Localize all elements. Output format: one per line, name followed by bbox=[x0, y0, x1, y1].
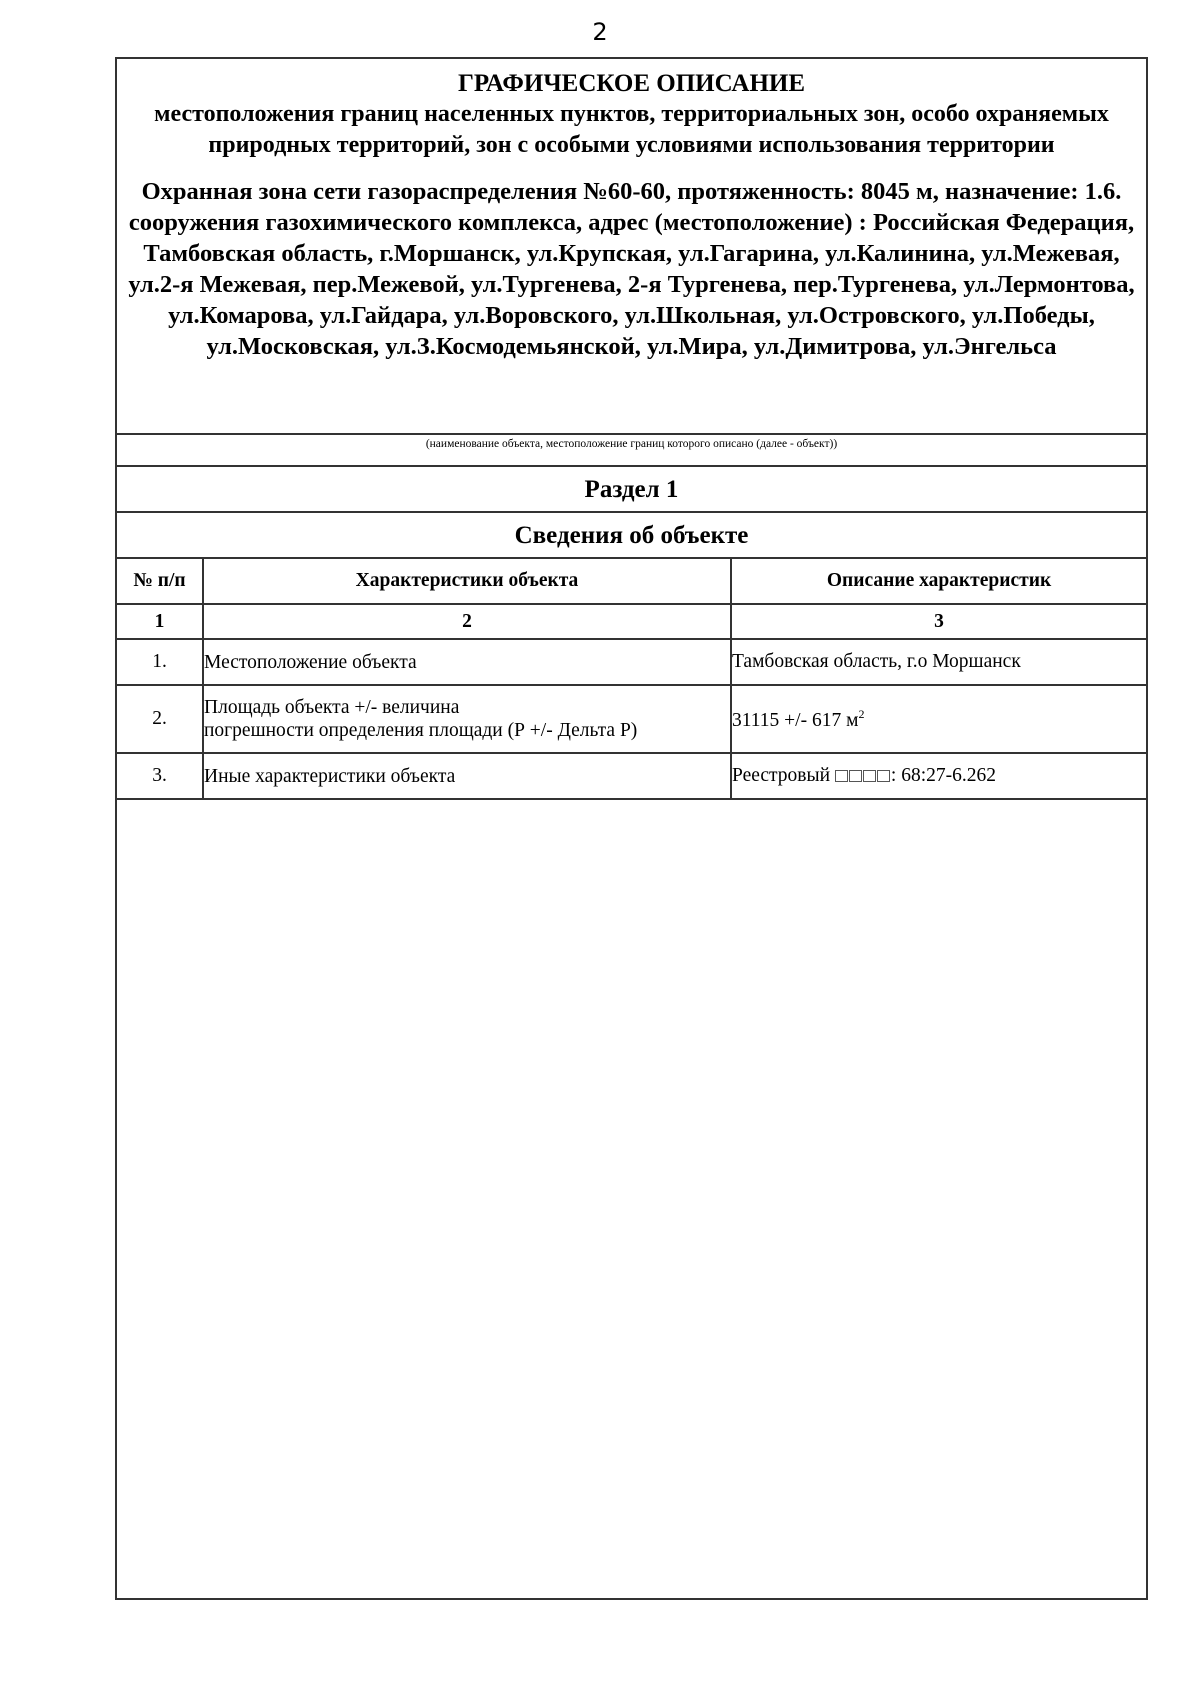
header-number: № п/п bbox=[117, 559, 203, 604]
row-description: Тамбовская область, г.о Моршанск bbox=[731, 639, 1146, 685]
row-description bbox=[731, 753, 1146, 799]
section-title: Сведения об объекте bbox=[117, 513, 1146, 559]
column-number: 3 bbox=[731, 604, 1146, 639]
table-row bbox=[117, 639, 1146, 685]
row-characteristic: Местоположение объекта bbox=[203, 639, 731, 685]
registry-prefix: Реестровый bbox=[732, 765, 831, 786]
registry-number: : 68:27-6.262 bbox=[890, 765, 997, 786]
document-subtitle: местоположения границ населенных пунктов, территориальных зон, особо охраняемых природных территорий, зон с особыми условиями использования территории bbox=[154, 101, 1109, 158]
row-characteristic: Иные характеристики объекта bbox=[203, 753, 731, 799]
header-description: Описание характеристик bbox=[731, 559, 1146, 604]
unit-superscript: 2 bbox=[858, 706, 865, 721]
table-header-row bbox=[117, 559, 1146, 604]
object-description: Охранная зона сети газораспределения №60-60, протяженность: 8045 м, назначение: 1.6. сооружения газохимического комплекса, адрес (местоположение) : Российская Федерация, Тамбовская область, г.Моршанск, ул.Крупская, ул.Гагарина, ул.Калинина, ул.Межевая, ул.2-я Межевая, пер.Межевой, ул.Тургенева, 2-я Тургенева, пер.Тургенева, ул.Лермонтова, ул.Комарова, ул.Гайдара, ул.Воровского, ул.Школьная, ул.Островского, ул.Победы, ул.Московская, ул.З.Космодемьянской, ул.Мира, ул.Димитрова, ул.Энгельса bbox=[128, 178, 1135, 360]
column-number: 2 bbox=[203, 604, 731, 639]
column-number: 1 bbox=[117, 604, 203, 639]
table-row bbox=[117, 685, 1146, 753]
header-characteristic: Характеристики объекта bbox=[203, 559, 731, 604]
characteristic-line: погрешности определения площади (Р +/- Дельта Р) bbox=[204, 720, 638, 741]
characteristic-line: Площадь объекта +/- величина bbox=[204, 697, 460, 718]
table-row bbox=[117, 753, 1146, 799]
row-number: 1. bbox=[117, 639, 203, 685]
document-frame bbox=[115, 57, 1148, 1600]
area-value: 31115 +/- 617 м bbox=[732, 709, 859, 731]
object-caption: (наименование объекта, местоположение границ которого описано (далее - объект)) bbox=[117, 433, 1146, 467]
page-number: 2 bbox=[592, 18, 608, 46]
row-number: 2. bbox=[117, 685, 203, 753]
object-info-table bbox=[117, 559, 1146, 800]
row-number: 3. bbox=[117, 753, 203, 799]
section-label: Раздел 1 bbox=[117, 467, 1146, 513]
document-title: ГРАФИЧЕСКОЕ ОПИСАНИЕ bbox=[457, 70, 806, 97]
missing-glyph-icon bbox=[835, 765, 891, 786]
title-block bbox=[117, 59, 1146, 362]
row-characteristic bbox=[203, 685, 731, 753]
column-number-row bbox=[117, 604, 1146, 639]
row-description bbox=[731, 685, 1146, 753]
